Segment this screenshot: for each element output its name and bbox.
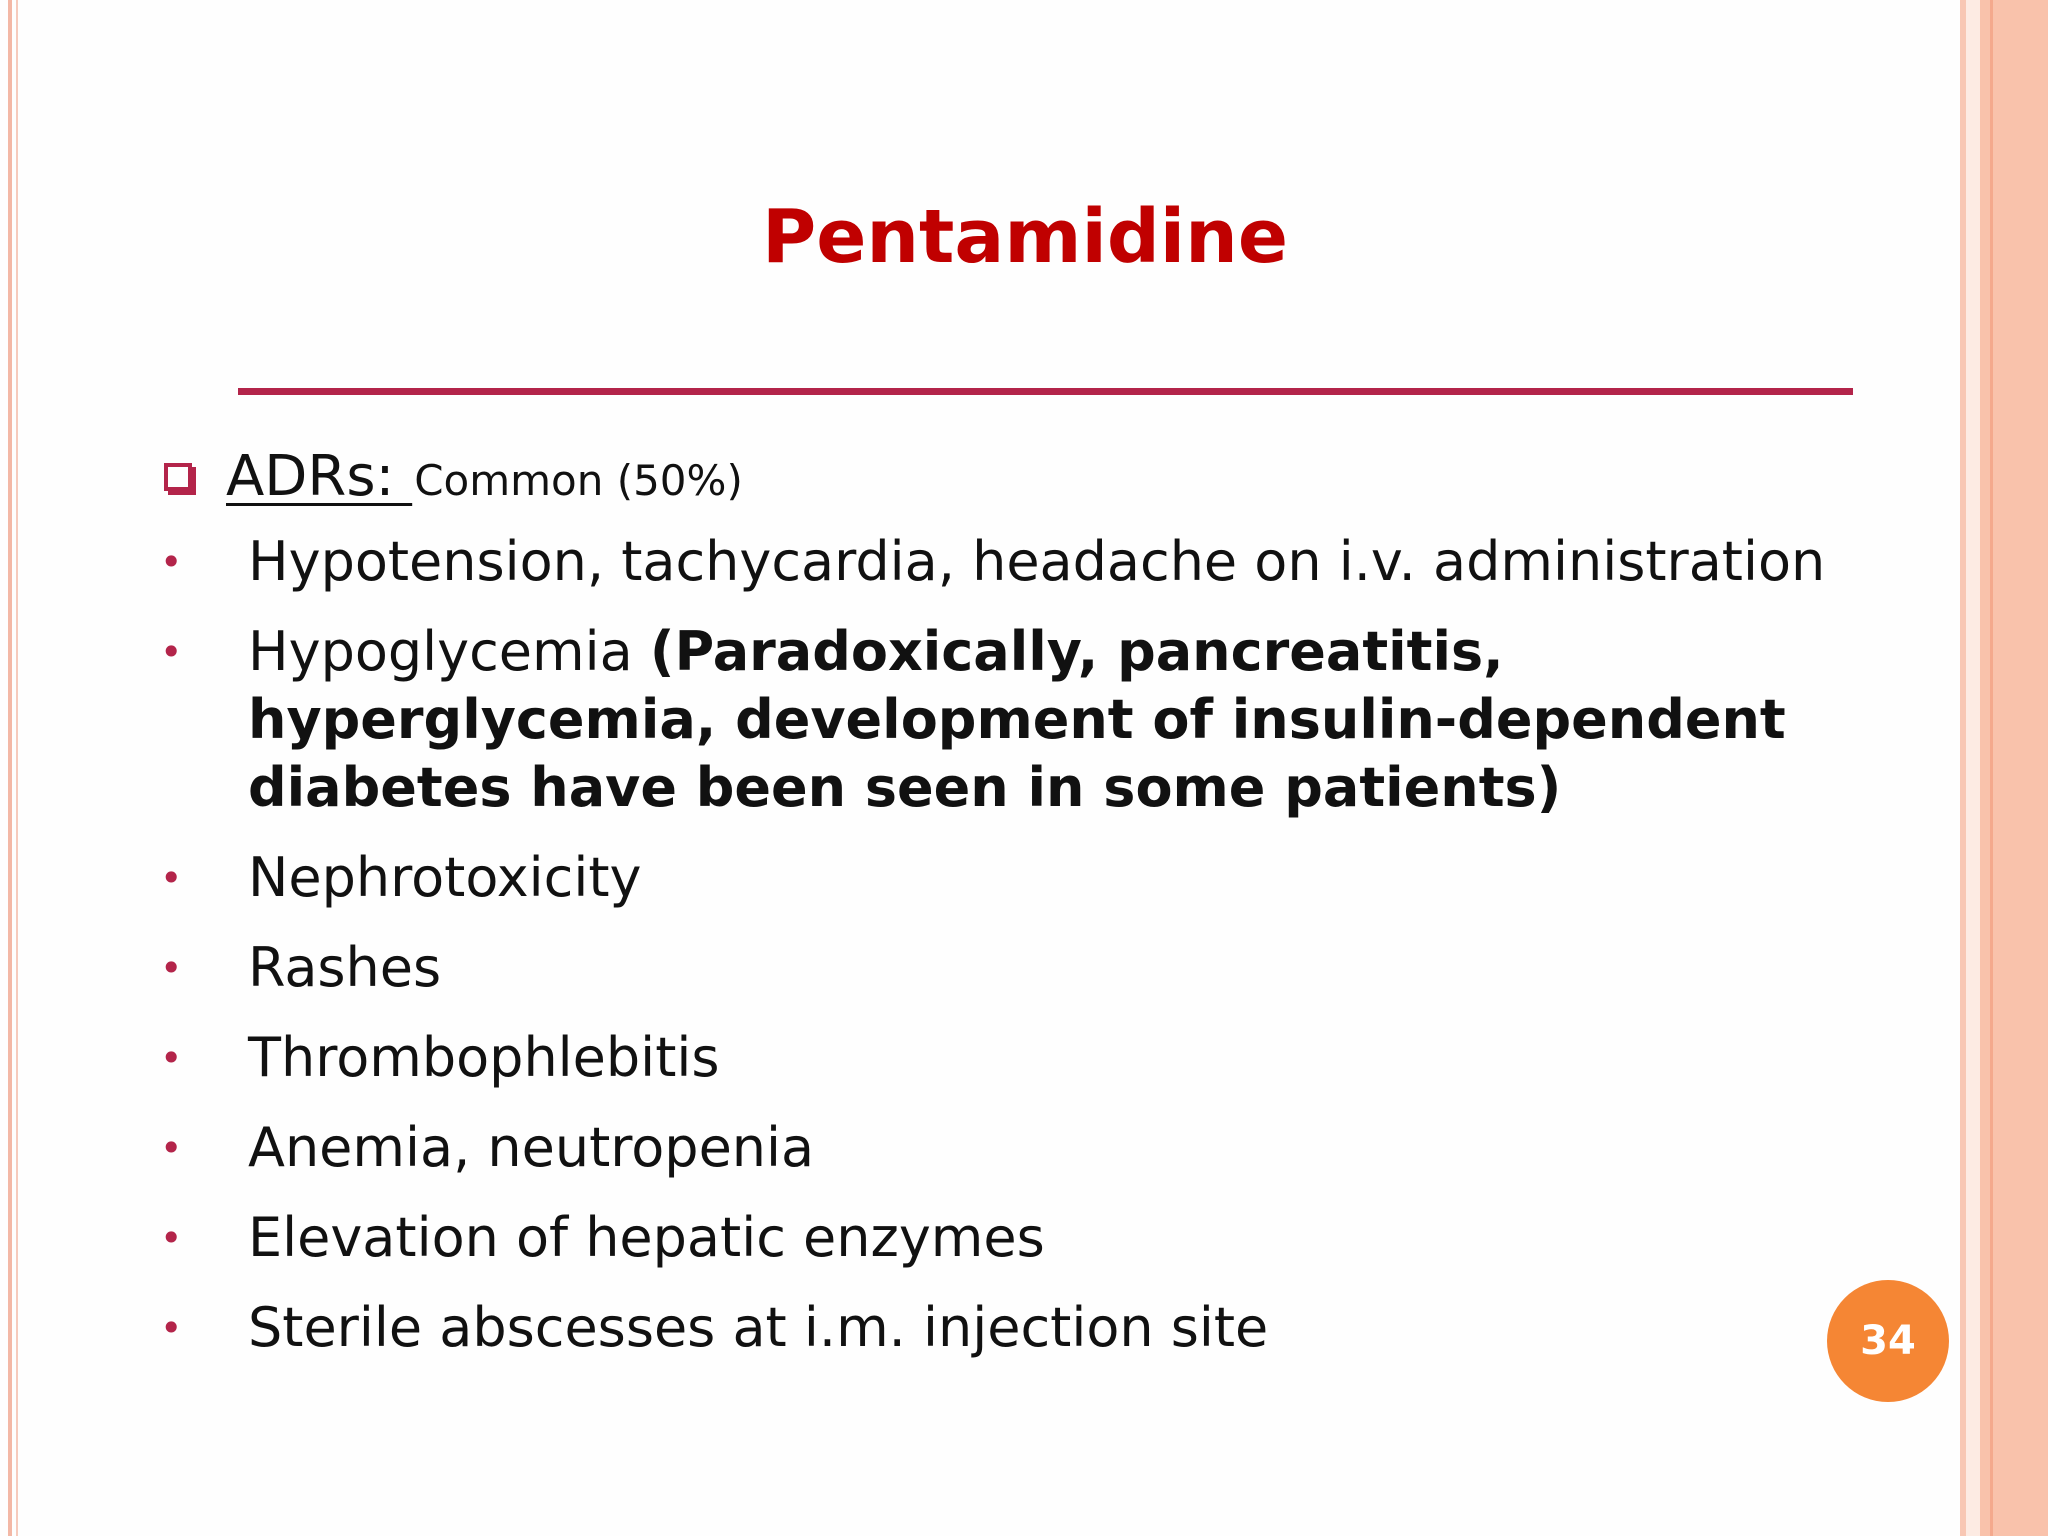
list-item-regular: Elevation of hepatic enzymes [248,1206,1045,1269]
list-item-regular: Hypoglycemia [248,620,650,683]
list-item-text [248,1024,1850,1092]
list-item-text [248,528,1850,596]
right-border-gap [1966,0,1980,1536]
list-item [150,1024,1850,1092]
bullet-dot-icon: • [160,540,183,584]
list-item-regular: Anemia, neutropenia [248,1116,815,1179]
bullet-dot-icon: • [160,1036,183,1080]
list-item-text [248,934,1850,1002]
bullet-dot-icon: • [160,1216,183,1260]
bullet-dot-icon: • [160,630,183,674]
list-item-regular: Thrombophlebitis [248,1026,720,1089]
list-item [150,1204,1850,1272]
right-border-band [1980,0,2048,1536]
adr-heading [164,444,743,514]
left-border-line [8,0,12,1536]
list-item-text [248,1294,1850,1362]
page-number-badge: 34 [1827,1280,1949,1402]
list-item-bold-note: (Paradoxically, pancreatitis, hyperglycemia, development of insulin-dependent diabetes have been seen in some patients) [248,620,1786,819]
list-item-text [248,844,1850,912]
list-item [150,528,1850,596]
bullet-dot-icon: • [160,856,183,900]
list-item [150,618,1850,822]
checkbox-square-icon [164,463,192,491]
list-item-text [248,1204,1850,1272]
slide-title: Pentamidine [761,194,1289,280]
list-item [150,1114,1850,1182]
adr-frequency: Common (50%) [414,456,743,505]
bullet-dot-icon: • [160,1126,183,1170]
list-item [150,1294,1850,1362]
adr-bullet-list [150,528,1850,1384]
list-item-text [248,618,1850,822]
left-border-line-inner [16,0,18,1536]
list-item-regular: Nephrotoxicity [248,846,642,909]
bullet-dot-icon: • [160,946,183,990]
title-divider [238,388,1853,395]
list-item-regular: Hypotension, tachycardia, headache on i.v. administration [248,530,1826,593]
list-item-text [248,1114,1850,1182]
list-item [150,844,1850,912]
list-item-regular: Sterile abscesses at i.m. injection site [248,1296,1269,1359]
list-item [150,934,1850,1002]
list-item-regular: Rashes [248,936,442,999]
bullet-dot-icon: • [160,1306,183,1350]
adr-label: ADRs: [226,444,413,509]
